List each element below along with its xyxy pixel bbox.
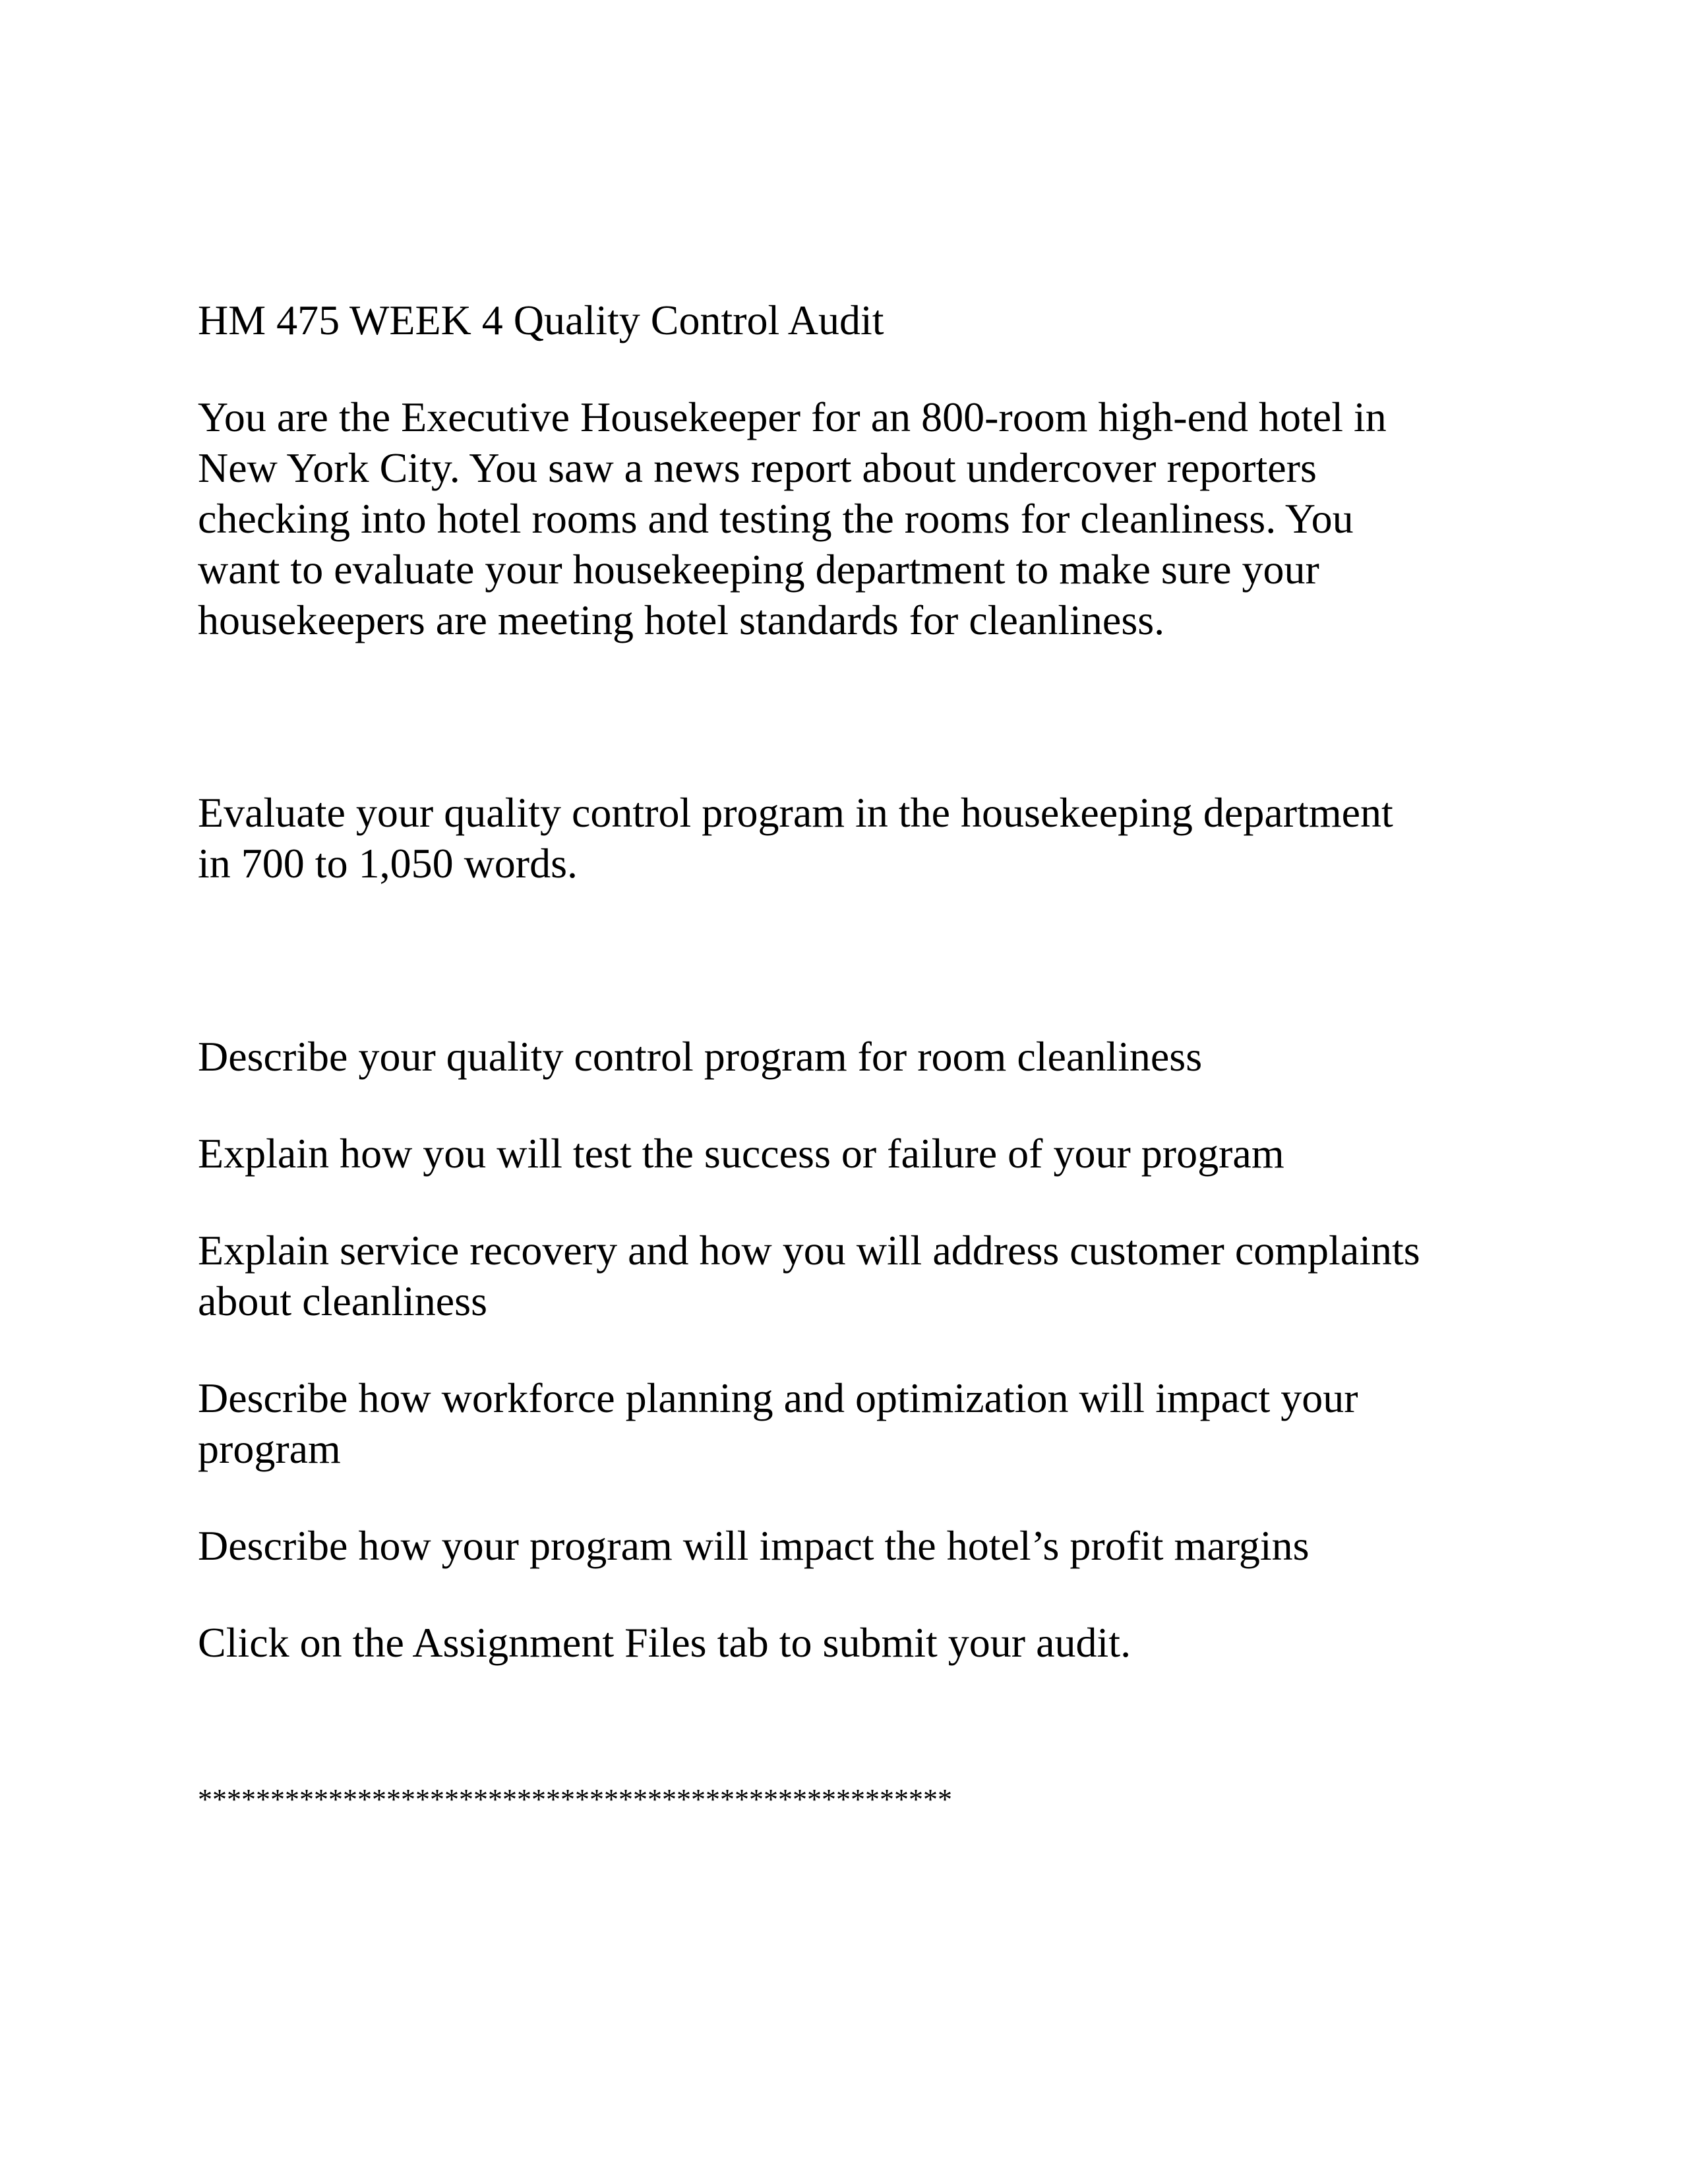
instruction-line: Evaluate your quality control program in the housekeeping department (198, 789, 1393, 836)
document-title: HM 475 WEEK 4 Quality Control Audit (198, 297, 884, 343)
scenario-line: want to evaluate your housekeeping department to make sure your (198, 546, 1319, 593)
task-item-workforce-planning: Describe how workforce planning and optimization will impact your program (198, 1374, 1358, 1472)
scenario-line: New York City. You saw a news report about undercover reporters (198, 444, 1317, 491)
task-item-quality-program: Describe your quality control program for room cleanliness (198, 1033, 1203, 1080)
asterisk-separator: **************************************************** (198, 1783, 952, 1815)
scenario-line: You are the Executive Housekeeper for an 800-room high-end hotel in (198, 394, 1387, 440)
submission-note: Click on the Assignment Files tab to submit your audit. (198, 1619, 1131, 1666)
instruction-paragraph (198, 787, 1393, 889)
task-item-service-recovery: Explain service recovery and how you will address customer complaints about cleanliness (198, 1227, 1420, 1324)
task-item-test-success: Explain how you will test the success or failure of your program (198, 1130, 1284, 1177)
task-item-profit-margins: Describe how your program will impact the hotel’s profit margins (198, 1522, 1310, 1569)
scenario-line: housekeepers are meeting hotel standards for cleanliness. (198, 597, 1165, 643)
instruction-line: in 700 to 1,050 words. (198, 840, 578, 887)
scenario-line: checking into hotel rooms and testing the rooms for cleanliness. You (198, 495, 1354, 542)
scenario-paragraph (198, 392, 1387, 645)
